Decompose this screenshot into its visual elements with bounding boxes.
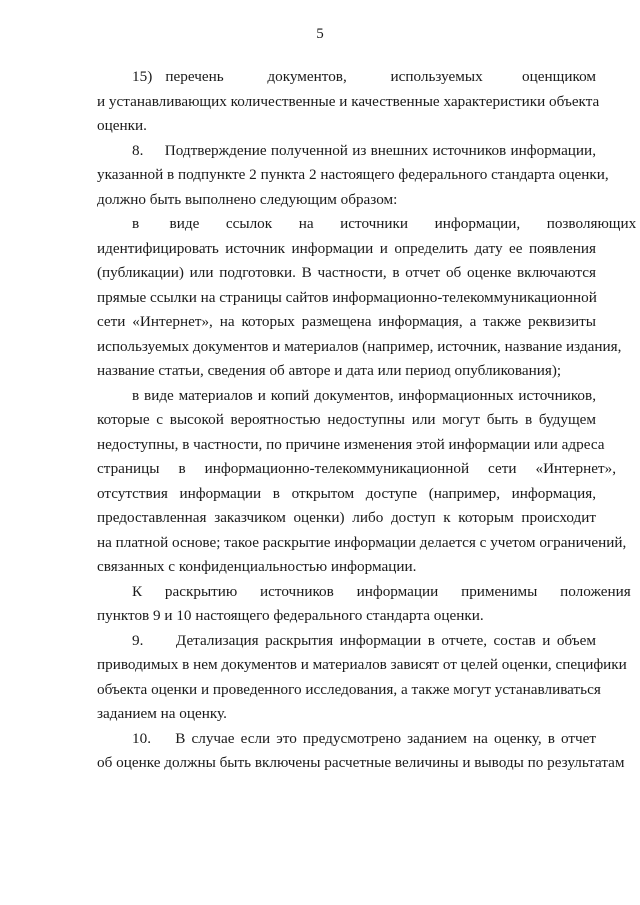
paragraph-links: [97, 212, 637, 384]
text-line: предоставленная заказчиком оценки) либо доступ к которым происходит: [97, 509, 596, 526]
paragraph-k: [97, 580, 631, 629]
text-line: заданием на оценку.: [97, 705, 227, 722]
paragraph-copies: [97, 384, 627, 580]
text-line: отсутствия информации в открытом доступе (например, информация,: [97, 484, 596, 502]
paragraph-9: [97, 629, 627, 727]
text-line: приводимых в нем документов и материалов зависят от целей оценки, специфики: [97, 656, 627, 673]
text-line: 15) перечень документов, используемых оценщиком: [132, 68, 596, 85]
text-line: оценки.: [97, 117, 147, 134]
text-line: название статьи, сведения об авторе и дата или период опубликования);: [97, 362, 562, 379]
text-line: 10. В случае если это предусмотрено заданием на оценку, в отчет: [132, 729, 596, 747]
paragraph-10: [97, 727, 625, 776]
text-line: (публикации) или подготовки. В частности, в отчет об оценке включаются: [97, 264, 596, 281]
text-line: объекта оценки и проведенного исследования, а также могут устанавливаться: [97, 680, 601, 698]
text-line: сети «Интернет», на которых размещена информация, а также реквизиты: [97, 313, 596, 330]
text-line: на платной основе; такое раскрытие информации делается с учетом ограничений,: [97, 533, 627, 551]
text-line: в виде ссылок на источники информации, позволяющих: [132, 215, 637, 232]
paragraph-8: [97, 139, 609, 213]
text-line: пунктов 9 и 10 настоящего федерального стандарта оценки.: [97, 607, 484, 624]
text-line: связанных с конфиденциальностью информации.: [97, 558, 417, 575]
text-line: К раскрытию источников информации применимы положения: [132, 582, 631, 600]
text-line: недоступны, в частности, по причине изменения этой информации или адреса: [97, 435, 605, 453]
text-line: прямые ссылки на страницы сайтов информационно-телекоммуникационной: [97, 288, 597, 306]
text-line: об оценке должны быть включены расчетные величины и выводы по результатам: [97, 754, 625, 771]
text-line: и устанавливающих количественные и качественные характеристики объекта: [97, 92, 600, 110]
text-line: должно быть выполнено следующим образом:: [97, 190, 398, 208]
page-number: 5: [316, 26, 324, 42]
text-line: 8. Подтверждение полученной из внешних источников информации,: [132, 141, 596, 159]
paragraph-item-15: [97, 65, 600, 139]
text-line: используемых документов и материалов (например, источник, название издания,: [97, 337, 622, 355]
text-line: в виде материалов и копий документов, информационных источников,: [132, 386, 596, 404]
text-line: которые с высокой вероятностью недоступны или могут быть в будущем: [97, 411, 596, 428]
text-line: идентифицировать источник информации и определить дату ее появления: [97, 239, 596, 257]
text-line: 9. Детализация раскрытия информации в отчете, состав и объем: [132, 631, 596, 649]
document-body: [97, 65, 637, 776]
text-line: страницы в информационно-телекоммуникационной сети «Интернет»,: [97, 460, 617, 477]
text-line: указанной в подпункте 2 пункта 2 настоящего федерального стандарта оценки,: [97, 166, 609, 183]
